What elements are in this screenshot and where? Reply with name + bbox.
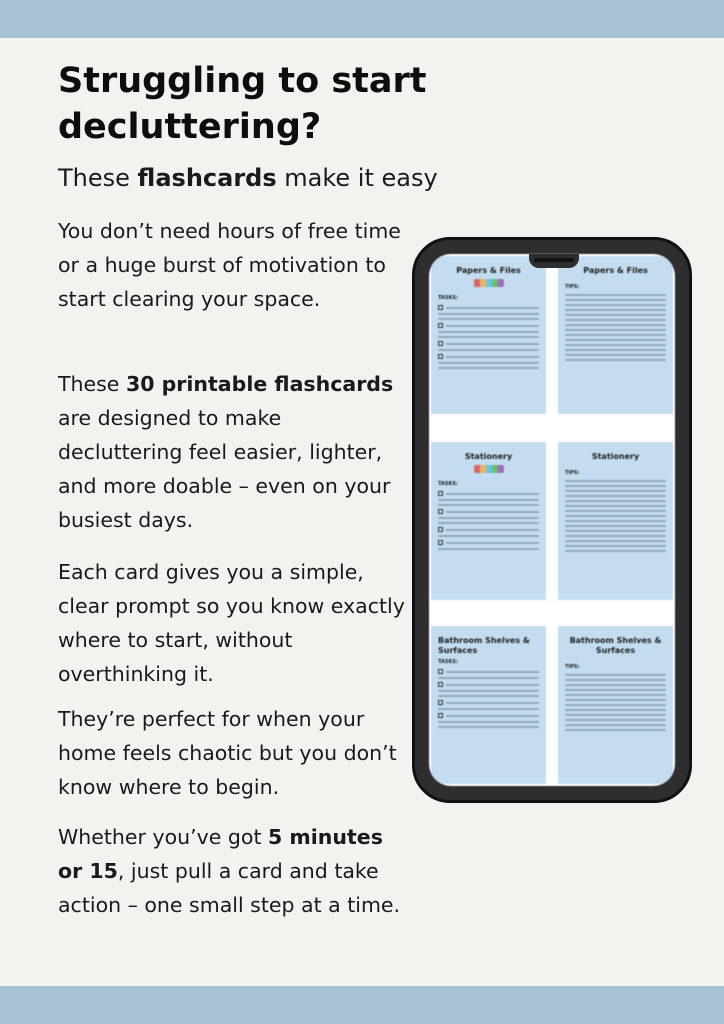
p2-pre: These	[58, 372, 126, 396]
phone-mockup	[412, 237, 692, 803]
card-label: TIPS:	[565, 664, 580, 670]
card-illustration	[474, 279, 504, 287]
flashcard-stationery-tips	[558, 442, 673, 600]
p5-bold: 5 minutes or 15	[58, 825, 383, 883]
p5-pre: Whether you’ve got	[58, 825, 269, 849]
paragraph-minutes	[58, 820, 408, 922]
card-illustration	[474, 465, 504, 473]
card-title: Papers & Files	[583, 266, 648, 275]
subtitle	[58, 162, 658, 194]
flashcard-papers-tips	[558, 256, 673, 414]
flashcard-papers-tasks	[431, 256, 546, 414]
phone-screen	[429, 254, 675, 786]
card-title: Bathroom Shelves & Surfaces	[569, 636, 662, 655]
flashcard-bathroom-tasks	[431, 626, 546, 784]
p5-post: , just pull a card and take action – one small step at a time.	[58, 859, 401, 917]
p2-bold: 30 printable flashcards	[125, 372, 394, 396]
card-label: TIPS:	[565, 284, 580, 290]
p2-post: are designed to make decluttering feel easier, lighter, and more doable – even on your busiest days.	[58, 406, 391, 532]
card-label: TASKS:	[438, 295, 458, 301]
page-title: Struggling to start decluttering?	[58, 61, 427, 147]
card-label: TASKS:	[438, 659, 458, 665]
flashcard-bathroom-tips	[558, 626, 673, 784]
card-title: Stationery	[464, 452, 513, 461]
card-label: TIPS:	[565, 470, 580, 476]
card-title: Stationery	[591, 452, 640, 461]
top-band	[0, 0, 724, 38]
subtitle-post: make it easy	[276, 164, 438, 192]
subtitle-bold: flashcards	[137, 164, 277, 192]
paragraph-perfect: They’re perfect for when your home feels chaotic but you don’t know where to begin.	[58, 707, 397, 799]
card-title: Bathroom Shelves & Surfaces	[438, 636, 530, 655]
bottom-band	[0, 986, 724, 1024]
phone-speaker	[534, 258, 574, 262]
paragraph-intro: You don’t need hours of free time or a huge burst of motivation to start clearing your space.	[58, 219, 401, 311]
subtitle-pre: These	[58, 164, 138, 192]
paragraph-prompt: Each card gives you a simple, clear prompt so you know exactly where to start, without overthinking it.	[58, 560, 405, 686]
card-label: TASKS:	[438, 481, 458, 487]
paragraph-flashcards	[58, 367, 408, 537]
flashcard-stationery-tasks	[431, 442, 546, 600]
card-title: Papers & Files	[456, 266, 521, 275]
